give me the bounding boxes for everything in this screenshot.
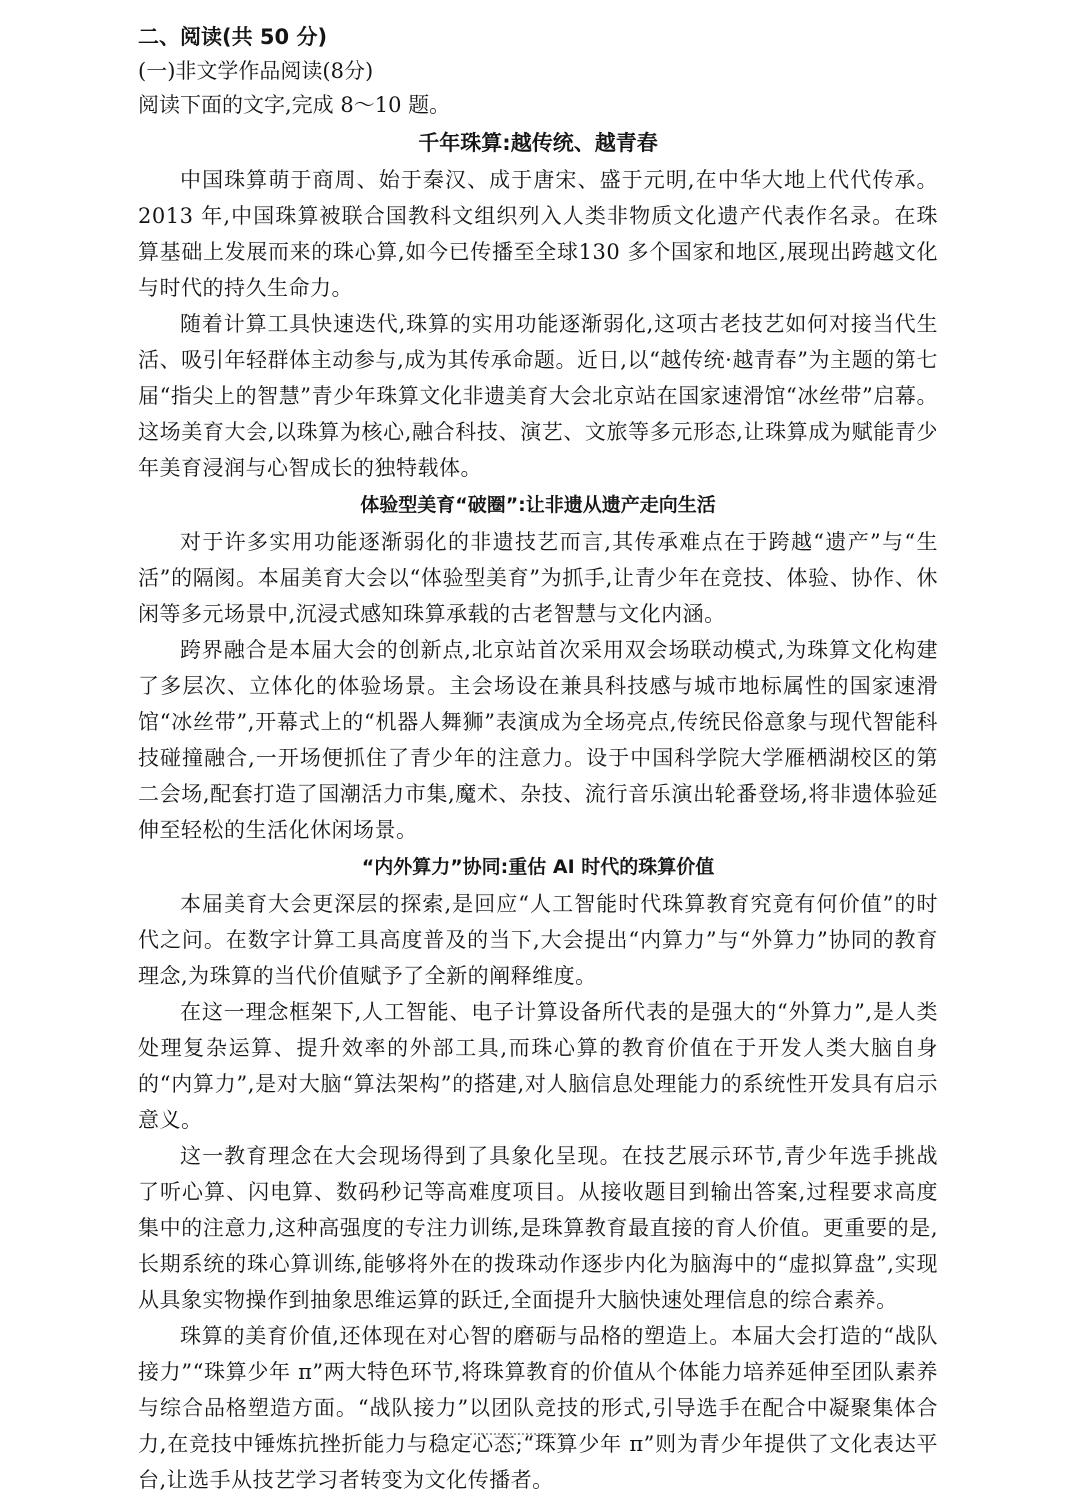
article-title: 千年珠算:越传统、越青春 [418,131,658,155]
subsection-heading: (一)非文学作品阅读(8分) [138,59,374,83]
section2-heading: “内外算力”协同:重估 AI 时代的珠算价值 [361,856,715,878]
section2-paragraph-2: 在这一理念框架下,人工智能、电子计算设备所代表的是强大的“外算力”,是人类处理复杂运算、提升效率的外部工具,而珠心算的教育价值在于开发人类大脑自身的“内算力”,是对大脑“算法架构”的搭建,对人脑信息处理能力的系统性开发具有启示意义。 [138,1000,938,1132]
section1-paragraph-1: 对于许多实用功能逐渐弱化的非遗技艺而言,其传承难点在于跨越“遗产”与“生活”的隔阂。本届美育大会以“体验型美育”为抓手,让青少年在竞技、体验、协作、休闲等多元场景中,沉浸式感知珠算承载的古老智慧与文化内涵。 [138,530,938,626]
section2-paragraph-4: 珠算的美育价值,还体现在对心智的磨砺与品格的塑造上。本届大会打造的“战队接力”“珠算少年 π”两大特色环节,将珠算教育的价值从个体能力培养延伸至团队素养与综合品格塑造方面。“战队接力”以团队竞技的形式,引导选手在配合中凝聚集体合力,在竞技中锤炼抗挫折能力与稳定心态;“珠算少年 π”则为青少年提供了文化表达平台,让选手从技艺学习者转变为文化传播者。 [138,1324,938,1492]
intro-paragraph-2: 随着计算工具快速迭代,珠算的实用功能逐渐弱化,这项古老技艺如何对接当代生活、吸引年轻群体主动参与,成为其传承命题。近日,以“越传统·越青春”为主题的第七届“指尖上的智慧”青少年珠算文化非遗美育大会北京站在国家速滑馆“冰丝带”启幕。这场美育大会,以珠算为核心,融合科技、演艺、文旅等多元形态,让珠算成为赋能青少年美育浸润与心智成长的独特载体。 [138,312,938,480]
intro-paragraph-1: 中国珠算萌于商周、始于秦汉、成于唐宋、盛于元明,在中华大地上代代传承。2013 年,中国珠算被联合国教科文组织列入人类非物质文化遗产代表作名录。在珠算基础上发展而来的珠心算,如今已传播至全球130 多个国家和地区,展现出跨越文化与时代的持久生命力。 [138,168,938,300]
section2-paragraph-3: 这一教育理念在大会现场得到了具象化呈现。在技艺展示环节,青少年选手挑战了听心算、闪电算、数码秒记等高难度项目。从接收题目到输出答案,过程要求高度集中的注意力,这种高强度的专注力训练,是珠算教育最直接的育人价值。更重要的是,长期系统的珠心算训练,能够将外在的拨珠动作逐步内化为脑海中的“虚拟算盘”,实现从具象实物操作到抽象思维运算的跃迁,全面提升大脑快速处理信息的综合素养。 [138,1144,938,1312]
section2-paragraph-1: 本届美育大会更深层的探索,是回应“人工智能时代珠算教育究竟有何价值”的时代之问。在数字计算工具高度普及的当下,大会提出“内算力”与“外算力”协同的教育理念,为珠算的当代价值赋予了全新的阐释维度。 [138,892,938,988]
scan-smudge [470,1433,560,1441]
section1-heading: 体验型美育“破圈”:让非遗从遗产走向生活 [360,494,716,516]
instruction-text: 阅读下面的文字,完成 8～10 题。 [138,93,451,117]
section-heading: 二、阅读(共 50 分) [138,25,328,49]
section1-paragraph-2: 跨界融合是本届大会的创新点,北京站首次采用双会场联动模式,为珠算文化构建了多层次、立体化的体验场景。主会场设在兼具科技感与城市地标属性的国家速滑馆“冰丝带”,开幕式上的“机器人舞狮”表演成为全场亮点,传统民俗意象与现代智能科技碰撞融合,一开场便抓住了青少年的注意力。设于中国科学院大学雁栖湖校区的第二会场,配套打造了国潮活力市集,魔术、杂技、流行音乐演出轮番登场,将非遗体验延伸至轻松的生活化休闲场景。 [138,638,938,842]
